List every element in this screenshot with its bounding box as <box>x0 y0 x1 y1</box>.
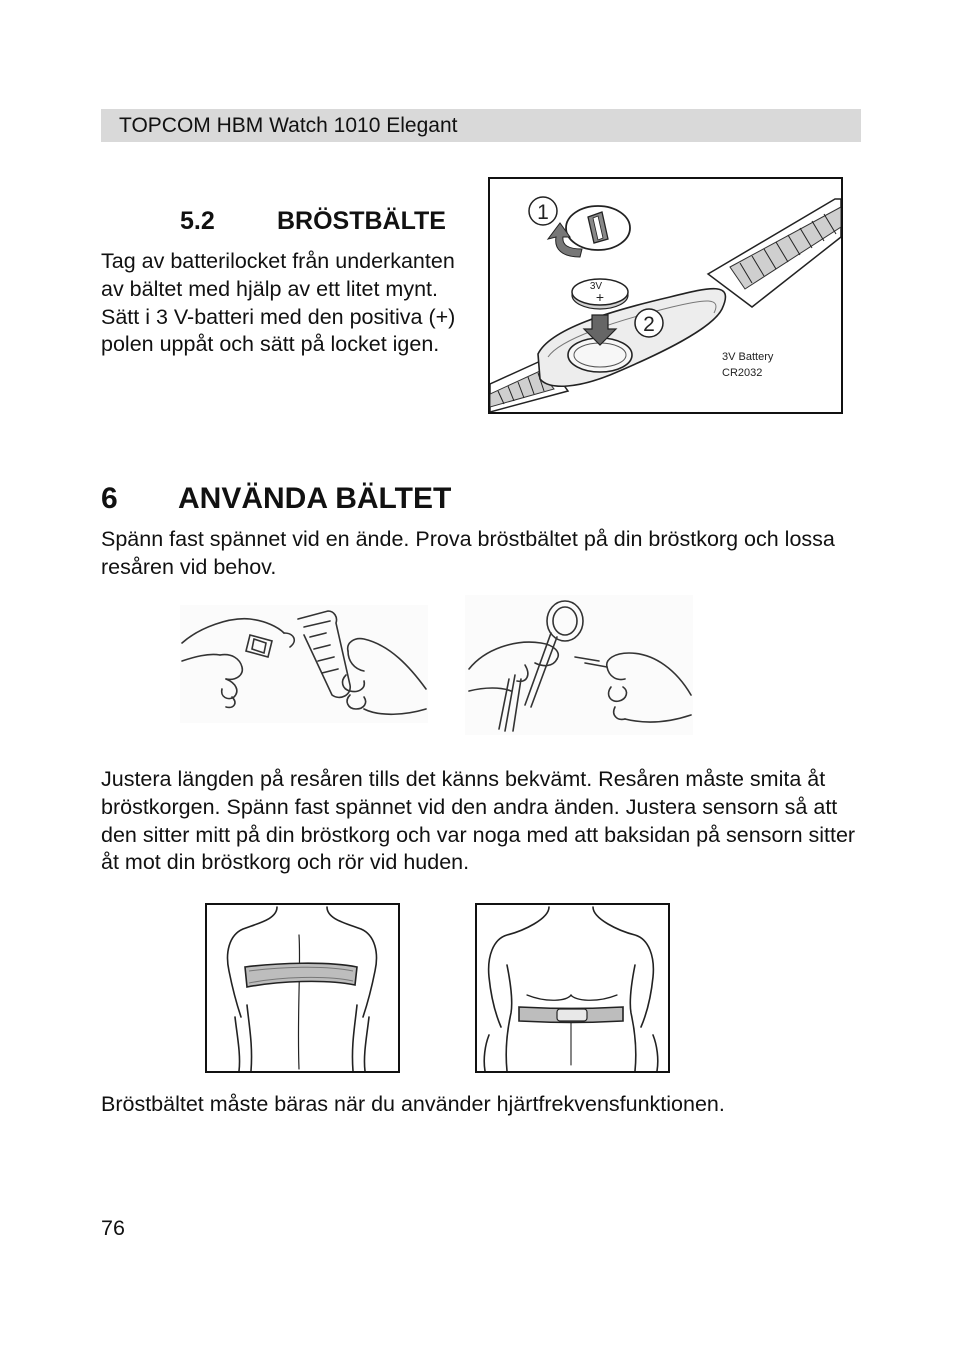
coin-plus-symbol: + <box>595 289 605 305</box>
strap-right <box>708 199 841 307</box>
step-1-label: 1 <box>537 201 549 224</box>
battery-label: 3V Battery <box>722 351 774 363</box>
section-number: 5.2 <box>180 207 215 235</box>
hands-buckle-figure <box>180 605 428 723</box>
sensor-unit <box>557 1009 587 1021</box>
battery-model-label: CR2032 <box>722 367 763 379</box>
chapter-paragraph-3: Bröstbältet måste bäras när du använder hjärtfrekvensfunktionen. <box>101 1092 725 1116</box>
section-title: BRÖSTBÄLTE <box>277 207 446 235</box>
torso-back-figure <box>205 903 400 1073</box>
sensor-body <box>538 289 725 387</box>
header-bar <box>101 109 861 142</box>
battery-illustration <box>490 179 841 412</box>
torso-back-illustration <box>207 905 398 1071</box>
page-number: 76 <box>101 1216 125 1240</box>
step-2-label: 2 <box>643 313 655 336</box>
chapter-paragraph-2: Justera längden på resåren tills det känns bekvämt. Resåren måste smita åt bröstkorgen. Spänn fast spännet vid den andra änden. Justera sensorn så att den sitter mitt på din bröstkorg och var noga med att baksidan på sensorn sitter åt mot din bröstkorg och rör vid huden. <box>101 767 856 875</box>
hands-adjust-illustration <box>465 595 693 735</box>
battery-cover <box>566 206 630 250</box>
chapter-paragraph-1: Spänn fast spännet vid en ände. Prova bröstbältet på din bröstkorg och lossa resåren vid behov. <box>101 527 835 579</box>
hands-buckle-illustration <box>180 605 428 723</box>
torso-front-illustration <box>477 905 668 1071</box>
coin-battery <box>572 279 628 309</box>
chapter-title: ANVÄNDA BÄLTET <box>178 482 452 515</box>
battery-figure <box>488 177 843 414</box>
coin-voltage-label: 3V <box>589 281 603 292</box>
section-body: Tag av batterilocket från underkanten av bältet med hjälp av ett litet mynt. Sätt i 3 V-batteri med den positiva (+) polen uppåt och sätt på locket igen. <box>101 249 456 357</box>
torso-front-figure <box>475 903 670 1073</box>
chapter-number: 6 <box>101 482 118 515</box>
hands-adjust-figure <box>465 595 693 735</box>
header-title: TOPCOM HBM Watch 1010 Elegant <box>119 114 458 137</box>
